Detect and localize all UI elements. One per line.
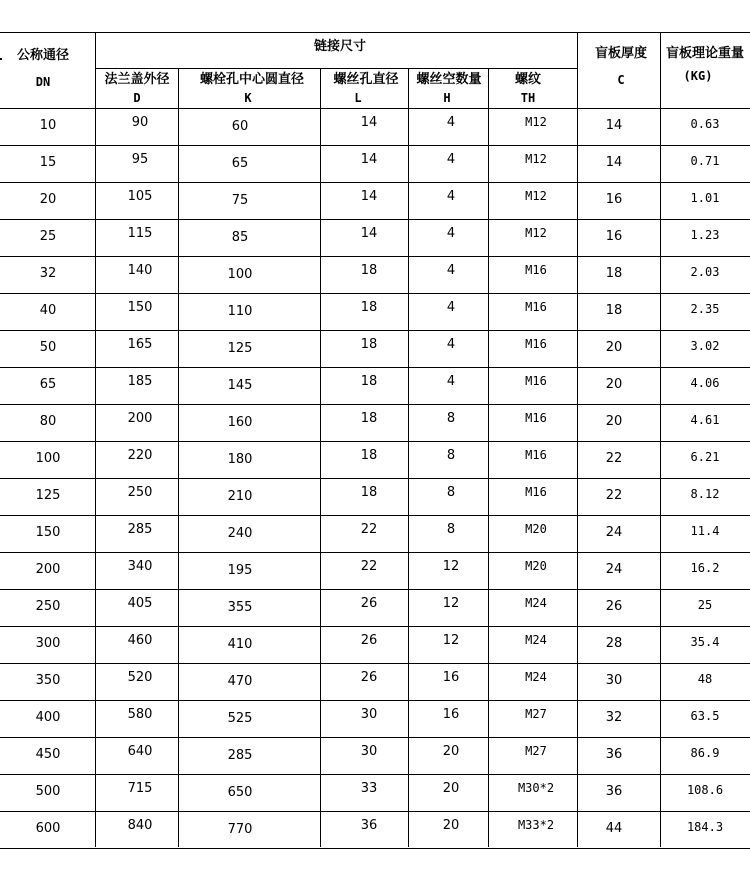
cell-h: 16	[442, 670, 460, 685]
cell-h: 4	[446, 189, 456, 204]
cell-dn: 400	[35, 710, 61, 725]
row-rule	[0, 404, 750, 405]
cell-d: 340	[127, 559, 153, 574]
cell-l: 18	[360, 411, 378, 426]
cell-k: 210	[227, 489, 253, 504]
cell-dn: 80	[39, 414, 57, 429]
cell-c: 20	[605, 340, 623, 355]
cell-dn: 200	[35, 562, 61, 577]
cell-c: 30	[605, 673, 623, 688]
header-c-code: C	[617, 73, 625, 87]
cell-l: 30	[360, 707, 378, 722]
cell-k: 285	[227, 748, 253, 763]
cell-dn: 40	[39, 303, 57, 318]
cell-k: 180	[227, 452, 253, 467]
cell-h: 8	[446, 485, 456, 500]
cell-dn: 150	[35, 525, 61, 540]
row-rule	[0, 663, 750, 664]
cell-k: 770	[227, 822, 253, 837]
cell-k: 355	[227, 600, 253, 615]
row-rule	[0, 293, 750, 294]
cell-k: 75	[231, 193, 249, 208]
cell-dn: 100	[35, 451, 61, 466]
cell-weight: 4.61	[690, 413, 720, 427]
cell-h: 4	[446, 300, 456, 315]
cell-k: 650	[227, 785, 253, 800]
cell-dn: 125	[35, 488, 61, 503]
cell-c: 14	[605, 118, 623, 133]
cell-d: 405	[127, 596, 153, 611]
cell-dn: 600	[35, 821, 61, 836]
row-rule	[0, 367, 750, 368]
cell-weight: 11.4	[690, 524, 720, 538]
cell-h: 8	[446, 522, 456, 537]
cell-weight: 0.63	[690, 117, 720, 131]
row-rule	[0, 478, 750, 479]
header-w-code: (KG)	[683, 69, 713, 83]
cell-h: 4	[446, 226, 456, 241]
cell-d: 220	[127, 448, 153, 463]
cell-th: M12	[525, 226, 547, 240]
header-group-title: 链接尺寸	[313, 39, 366, 54]
cell-dn: 65	[39, 377, 57, 392]
cell-dn: 250	[35, 599, 61, 614]
cell-l: 14	[360, 115, 378, 130]
cell-d: 840	[127, 818, 153, 833]
row-rule	[0, 145, 750, 146]
cell-h: 12	[442, 633, 460, 648]
cell-k: 195	[227, 563, 253, 578]
header-d-title: 法兰盖外径	[104, 72, 170, 87]
cell-l: 30	[360, 744, 378, 759]
cell-dn: 20	[39, 192, 57, 207]
row-rule	[0, 515, 750, 516]
cell-dn: 15	[39, 155, 57, 170]
row-rule	[0, 256, 750, 257]
cell-l: 33	[360, 781, 378, 796]
cell-l: 18	[360, 263, 378, 278]
cell-th: M12	[525, 152, 547, 166]
cell-k: 110	[227, 304, 253, 319]
header-k-code: K	[244, 91, 252, 105]
cell-l: 18	[360, 300, 378, 315]
header-w-title: 盲板理论重量	[665, 46, 744, 61]
cell-weight: 2.35	[690, 302, 720, 316]
cell-th: M24	[525, 633, 547, 647]
col-divider-th	[577, 32, 578, 847]
cell-dn: 500	[35, 784, 61, 799]
cell-th: M16	[525, 374, 547, 388]
cell-k: 145	[227, 378, 253, 393]
cell-weight: 0.71	[690, 154, 720, 168]
cell-h: 12	[442, 596, 460, 611]
col-divider-c	[660, 32, 661, 847]
cell-c: 22	[605, 488, 623, 503]
cell-d: 520	[127, 670, 153, 685]
cell-th: M16	[525, 300, 547, 314]
cell-weight: 1.23	[690, 228, 720, 242]
row-rule	[0, 737, 750, 738]
col-divider-h	[488, 68, 489, 847]
cell-th: M24	[525, 596, 547, 610]
cell-d: 115	[127, 226, 153, 241]
cell-c: 18	[605, 303, 623, 318]
cell-dn: 25	[39, 229, 57, 244]
cell-th: M20	[525, 559, 547, 573]
cell-dn: 10	[39, 118, 57, 133]
cell-k: 60	[231, 119, 249, 134]
cell-d: 285	[127, 522, 153, 537]
cell-h: 20	[442, 744, 460, 759]
cell-h: 4	[446, 115, 456, 130]
cell-dn: 350	[35, 673, 61, 688]
cell-k: 65	[231, 156, 249, 171]
cell-weight: 86.9	[690, 746, 720, 760]
cell-h: 8	[446, 411, 456, 426]
cell-d: 105	[127, 189, 153, 204]
cell-th: M12	[525, 189, 547, 203]
cell-l: 36	[360, 818, 378, 833]
cell-k: 85	[231, 230, 249, 245]
col-divider-l	[408, 68, 409, 847]
cell-l: 18	[360, 448, 378, 463]
cell-l: 14	[360, 152, 378, 167]
cell-d: 580	[127, 707, 153, 722]
cell-l: 26	[360, 670, 378, 685]
header-c-title: 盲板厚度	[594, 46, 647, 61]
cell-h: 4	[446, 263, 456, 278]
cell-c: 32	[605, 710, 623, 725]
cell-k: 240	[227, 526, 253, 541]
cell-c: 28	[605, 636, 623, 651]
header-dn-title: 公称通径	[16, 48, 69, 63]
row-rule	[0, 182, 750, 183]
cell-weight: 4.06	[690, 376, 720, 390]
cell-th: M30*2	[517, 781, 555, 795]
cell-d: 460	[127, 633, 153, 648]
col-divider-dn	[95, 32, 96, 847]
cell-weight: 184.3	[686, 820, 724, 834]
cell-c: 24	[605, 562, 623, 577]
cell-c: 36	[605, 784, 623, 799]
cell-weight: 108.6	[686, 783, 724, 797]
cell-weight: 25	[697, 598, 713, 612]
cell-h: 4	[446, 337, 456, 352]
cell-th: M27	[525, 744, 547, 758]
cell-k: 160	[227, 415, 253, 430]
cell-k: 410	[227, 637, 253, 652]
cell-l: 22	[360, 522, 378, 537]
row-rule	[0, 219, 750, 220]
cell-c: 18	[605, 266, 623, 281]
cell-weight: 16.2	[690, 561, 720, 575]
row-rule	[0, 774, 750, 775]
cell-th: M33*2	[517, 818, 555, 832]
cell-l: 18	[360, 337, 378, 352]
cell-th: M16	[525, 485, 547, 499]
cell-c: 44	[605, 821, 623, 836]
cell-weight: 6.21	[690, 450, 720, 464]
cell-d: 200	[127, 411, 153, 426]
cell-l: 14	[360, 226, 378, 241]
cell-d: 165	[127, 337, 153, 352]
cell-l: 14	[360, 189, 378, 204]
header-dn-code: DN	[35, 75, 51, 89]
cell-th: M16	[525, 337, 547, 351]
cell-c: 26	[605, 599, 623, 614]
row-rule	[0, 441, 750, 442]
cell-th: M16	[525, 448, 547, 462]
header-h-title: 螺丝空数量	[416, 72, 482, 87]
cell-d: 95	[131, 152, 149, 167]
col-divider-k	[320, 68, 321, 847]
cell-th: M16	[525, 411, 547, 425]
cell-dn: 50	[39, 340, 57, 355]
cell-dn: 450	[35, 747, 61, 762]
header-l-title: 螺丝孔直径	[333, 72, 399, 87]
cell-k: 470	[227, 674, 253, 689]
cell-d: 140	[127, 263, 153, 278]
row-rule	[0, 626, 750, 627]
cell-c: 24	[605, 525, 623, 540]
cell-c: 22	[605, 451, 623, 466]
cell-weight: 2.03	[690, 265, 720, 279]
rule-header-bottom	[0, 108, 750, 109]
rule-top	[0, 32, 750, 33]
cell-d: 90	[131, 115, 149, 130]
cell-d: 250	[127, 485, 153, 500]
cell-weight: 63.5	[690, 709, 720, 723]
cell-k: 525	[227, 711, 253, 726]
edge-mark	[0, 58, 2, 60]
cell-c: 20	[605, 414, 623, 429]
cell-dn: 32	[39, 266, 57, 281]
cell-c: 14	[605, 155, 623, 170]
cell-dn: 300	[35, 636, 61, 651]
row-rule	[0, 552, 750, 553]
cell-l: 18	[360, 374, 378, 389]
cell-th: M16	[525, 263, 547, 277]
cell-d: 715	[127, 781, 153, 796]
header-d-code: D	[133, 91, 141, 105]
cell-h: 12	[442, 559, 460, 574]
cell-h: 20	[442, 781, 460, 796]
cell-c: 36	[605, 747, 623, 762]
header-k-title: 螺栓孔中心圆直径	[199, 72, 304, 87]
cell-th: M27	[525, 707, 547, 721]
row-rule	[0, 700, 750, 701]
cell-weight: 8.12	[690, 487, 720, 501]
cell-weight: 48	[697, 672, 713, 686]
cell-l: 18	[360, 485, 378, 500]
cell-h: 4	[446, 374, 456, 389]
col-divider-d	[178, 68, 179, 847]
cell-weight: 35.4	[690, 635, 720, 649]
cell-d: 185	[127, 374, 153, 389]
cell-l: 22	[360, 559, 378, 574]
cell-c: 16	[605, 229, 623, 244]
cell-h: 4	[446, 152, 456, 167]
row-rule	[0, 330, 750, 331]
cell-c: 16	[605, 192, 623, 207]
cell-d: 640	[127, 744, 153, 759]
header-th-code: TH	[520, 91, 536, 105]
cell-h: 20	[442, 818, 460, 833]
cell-th: M24	[525, 670, 547, 684]
row-rule	[0, 589, 750, 590]
header-th-title: 螺纹	[514, 72, 541, 87]
cell-weight: 1.01	[690, 191, 720, 205]
cell-weight: 3.02	[690, 339, 720, 353]
rule-subheader	[95, 68, 577, 69]
cell-k: 125	[227, 341, 253, 356]
cell-d: 150	[127, 300, 153, 315]
cell-c: 20	[605, 377, 623, 392]
cell-th: M12	[525, 115, 547, 129]
cell-l: 26	[360, 596, 378, 611]
cell-h: 16	[442, 707, 460, 722]
row-rule	[0, 811, 750, 812]
cell-h: 8	[446, 448, 456, 463]
row-rule	[0, 848, 750, 849]
header-l-code: L	[354, 91, 362, 105]
cell-th: M20	[525, 522, 547, 536]
header-h-code: H	[443, 91, 451, 105]
cell-l: 26	[360, 633, 378, 648]
cell-k: 100	[227, 267, 253, 282]
